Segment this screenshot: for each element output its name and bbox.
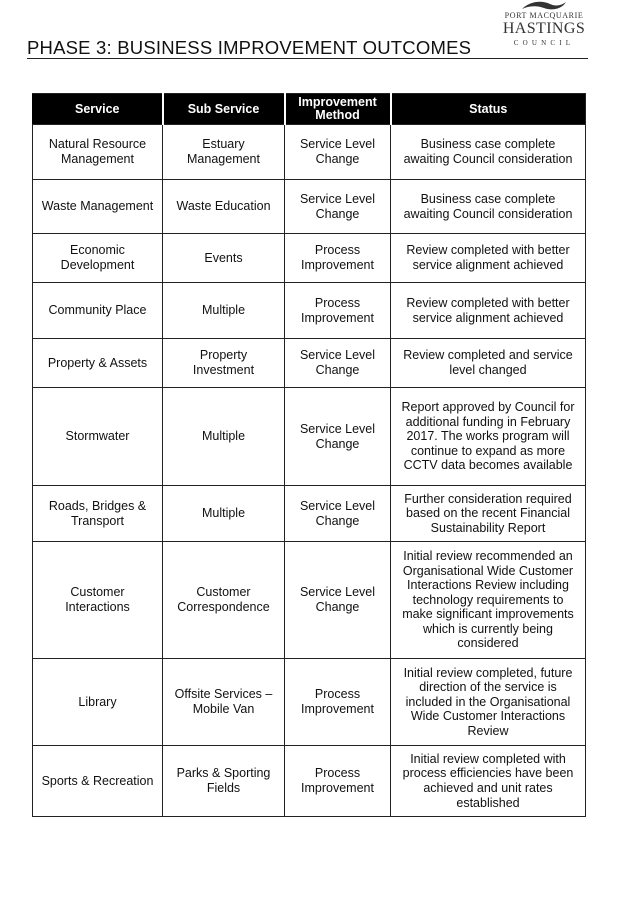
cell-status: Review completed with better service alignment achieved [391, 234, 586, 283]
cell-status: Initial review completed with process efficiencies have been achieved and unit rates established [391, 746, 586, 817]
cell-service: Economic Development [33, 234, 163, 283]
logo-line-2: HASTINGS [502, 20, 586, 37]
page-title: PHASE 3: BUSINESS IMPROVEMENT OUTCOMES [27, 37, 472, 58]
cell-method: Service Level Change [285, 180, 391, 234]
cell-service: Library [33, 659, 163, 746]
cell-method: Process Improvement [285, 659, 391, 746]
cell-service: Property & Assets [33, 339, 163, 388]
title-divider [27, 58, 588, 59]
cell-sub-service: Multiple [163, 388, 285, 486]
cell-status: Review completed with better service alignment achieved [391, 283, 586, 339]
logo-line-3: COUNCIL [513, 39, 575, 47]
column-header-status: Status [391, 94, 586, 125]
cell-sub-service: Multiple [163, 486, 285, 542]
table-row [33, 125, 586, 180]
table-header-row [33, 94, 586, 125]
cell-sub-service: Estuary Management [163, 125, 285, 180]
cell-status: Review completed and service level changed [391, 339, 586, 388]
cell-service: Sports & Recreation [33, 746, 163, 817]
cell-method: Service Level Change [285, 388, 391, 486]
table-row [33, 388, 586, 486]
column-header-sub-service: Sub Service [163, 94, 285, 125]
cell-service: Roads, Bridges & Transport [33, 486, 163, 542]
cell-method: Process Improvement [285, 283, 391, 339]
table-row [33, 180, 586, 234]
cell-sub-service: Customer Correspondence [163, 542, 285, 659]
logo-line-1: PORT MACQUARIE [504, 11, 584, 20]
table-row [33, 746, 586, 817]
cell-service: Community Place [33, 283, 163, 339]
cell-method: Service Level Change [285, 486, 391, 542]
table-row [33, 339, 586, 388]
cell-status: Further consideration required based on the recent Financial Sustainability Report [391, 486, 586, 542]
cell-service: Customer Interactions [33, 542, 163, 659]
cell-method: Service Level Change [285, 125, 391, 180]
council-logo [496, 0, 592, 58]
cell-status: Business case complete awaiting Council consideration [391, 180, 586, 234]
cell-service: Natural Resource Management [33, 125, 163, 180]
cell-method: Service Level Change [285, 542, 391, 659]
table-row [33, 486, 586, 542]
table-row [33, 234, 586, 283]
table-row [33, 283, 586, 339]
cell-sub-service: Property Investment [163, 339, 285, 388]
cell-status: Initial review completed, future direction of the service is included in the Organisational Wide Customer Interactions Review [391, 659, 586, 746]
column-header-improvement-method: Improvement Method [285, 94, 391, 125]
cell-sub-service: Parks & Sporting Fields [163, 746, 285, 817]
cell-status: Report approved by Council for additional funding in February 2017. The works program will continue to expand as more CCTV data becomes available [391, 388, 586, 486]
outcomes-table [32, 93, 586, 817]
table-row [33, 659, 586, 746]
cell-service: Stormwater [33, 388, 163, 486]
cell-method: Process Improvement [285, 234, 391, 283]
cell-sub-service: Waste Education [163, 180, 285, 234]
cell-service: Waste Management [33, 180, 163, 234]
cell-status: Business case complete awaiting Council consideration [391, 125, 586, 180]
cell-status: Initial review recommended an Organisational Wide Customer Interactions Review including technology requirements to make significant improvements which is currently being considered [391, 542, 586, 659]
cell-sub-service: Events [163, 234, 285, 283]
cell-sub-service: Multiple [163, 283, 285, 339]
table-row [33, 542, 586, 659]
cell-method: Service Level Change [285, 339, 391, 388]
column-header-service: Service [33, 94, 163, 125]
cell-method: Process Improvement [285, 746, 391, 817]
cell-sub-service: Offsite Services – Mobile Van [163, 659, 285, 746]
